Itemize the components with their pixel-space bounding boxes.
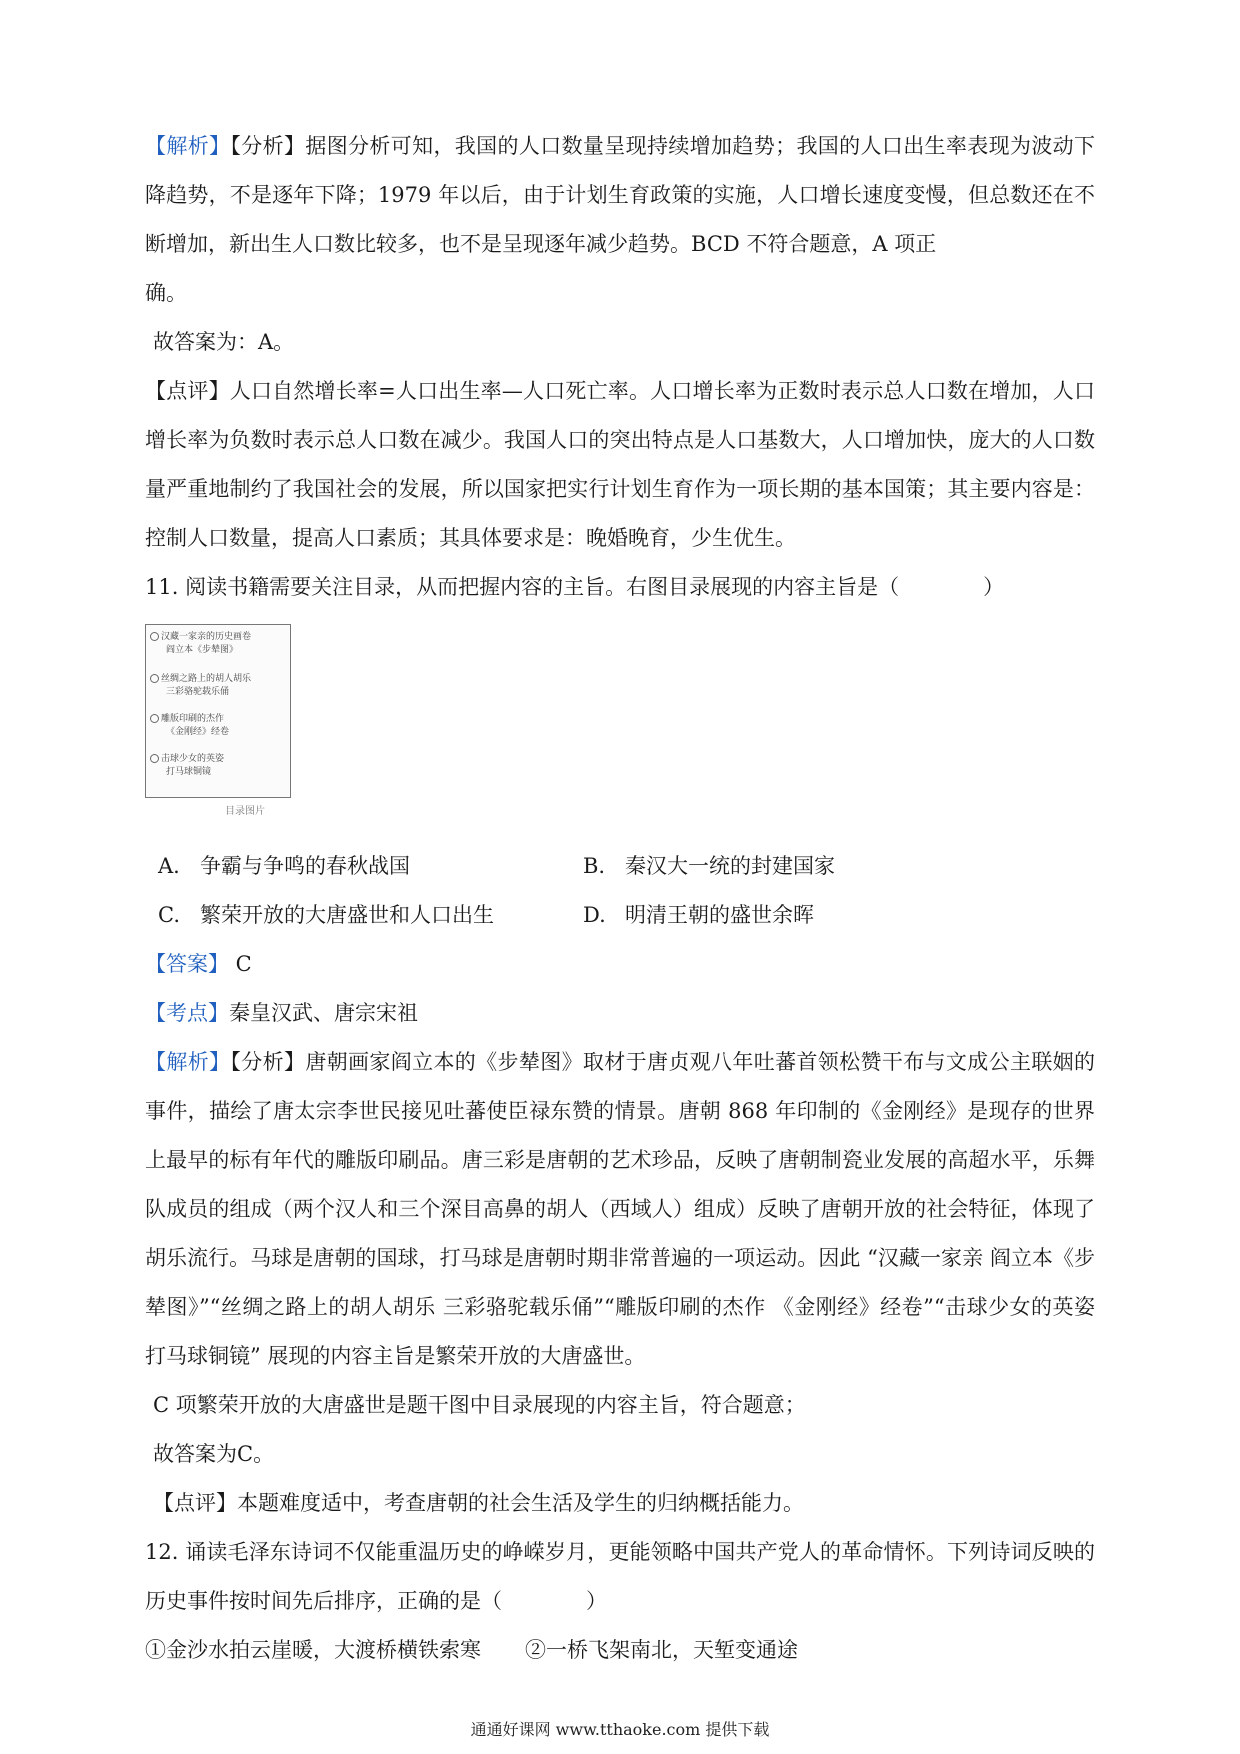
answer-tag: 【答案】 [145,952,229,976]
toc-caption: 目录图片 [225,806,265,817]
comment-text: 本题难度适中，考查唐朝的社会生活及学生的归纳概括能力。 [237,1491,804,1515]
toc-subline: 《金刚经》经卷 [166,727,230,737]
q12-item-1: ①金沙水拍云崖暖，大渡桥横铁索寒 [145,1638,481,1662]
point-text: 秦皇汉武、唐宗宋祖 [229,1001,418,1025]
bullet-icon [150,754,159,763]
analysis-tag: 【解析】 [145,1050,231,1074]
analysis-paragraph [145,122,1095,269]
q12-items [145,1626,1095,1675]
answer-line [145,940,1095,989]
toc-subline: 打马球铜镜 [166,767,212,777]
page-footer: 通通好课网 www.tthaoke.com 提供下载 [470,1720,770,1739]
c-note: C 项繁荣开放的大唐盛世是题干图中目录展现的内容主旨，符合题意； [153,1393,806,1417]
option-letter: B. [583,854,606,878]
toc-subline: 三彩骆驼载乐俑 [166,687,230,697]
option-letter: D. [583,903,606,927]
options-row [145,891,1095,940]
options-list [145,842,1095,940]
options-row [145,842,1095,891]
comment-text: 人口自然增长率=人口出生率—人口死亡率。人口增长率为正数时表示总人口数在增加，人口增长率为负数时表示总人口数在减少。我国人口的突出特点是人口基数大，人口增加快，庞大的人口数量严重地制约了我国社会的发展，所以国家把实行计划生育作为一项长期的基本国策；其主要内容是：控制人口数量，提高人口素质；其具体要求是：晚婚晚育，少生优生。 [145,379,1095,550]
toc-line: 击球少女的英姿 [161,754,225,764]
toc-line: 丝绸之路上的胡人胡乐 [161,674,252,684]
option-d[interactable] [570,891,995,940]
comment-paragraph [145,367,1095,563]
option-text: 繁荣开放的大唐盛世和人口出生 [200,903,494,927]
document-body [145,122,1095,1675]
analysis-subtag: 【分析】 [230,1050,306,1074]
toc-line: 汉藏一家亲的历史画卷 [161,632,252,642]
bullet-icon [150,632,159,641]
answer-note: 故答案为：A。 [153,330,295,354]
bullet-icon [150,714,159,723]
comment-tag: 【点评】 [153,1491,237,1515]
option-letter: C. [158,903,180,927]
analysis-text: 唐朝画家阎立本的《步辇图》取材于唐贞观八年吐蕃首领松赞干布与文成公主联姻的事件，描绘了唐太宗李世民接见吐蕃使臣禄东赞的情景。唐朝 868 年印制的《金刚经》是现存的世界上最早的标有年代的雕版印刷品。唐三彩是唐朝的艺术珍品，反映了唐朝制瓷业发展的高超水平，乐舞队成员的组成（两个汉人和三个深目高鼻的胡人（西域人）组成）反映了唐朝开放的社会特征，体现了胡乐流行。马球是唐朝的国球，打马球是唐朝时期非常普遍的一项运动。因此 “汉藏一家亲 阎立本《步辇图》”“丝绸之路上的胡人胡乐 三彩骆驼载乐俑”“雕版印刷的杰作 《金刚经》经卷”“击球少女的英姿 打马球铜镜” 展现的内容主旨是繁荣开放的大唐盛世。 [145,1050,1096,1368]
toc-item [150,673,251,699]
analysis-text: 据图分析可知，我国的人口数量呈现持续增加趋势；我国的人口出生率表现为波动下降趋势，不是逐年下降；1979 年以后，由于计划生育政策的实施，人口增长速度变慢，但总数还在不断增加，新出生人口数比较多，也不是呈现逐年减少趋势。BCD 不符合题意，A 项正 [145,134,1096,256]
toc-subline: 阎立本《步辇图》 [166,645,239,655]
analysis-paragraph-11 [145,1038,1095,1381]
q12-item-2: ②一桥飞架南北，天堑变通途 [525,1638,798,1662]
point-line [145,989,1095,1038]
option-letter: A. [158,854,180,878]
answer-note-11: 故答案为C。 [153,1442,275,1466]
option-text: 争霸与争鸣的春秋战国 [200,854,410,878]
toc-figure [145,624,293,822]
question-11-stem: 11. 阅读书籍需要关注目录，从而把握内容的主旨。右图目录展现的内容主旨是（ ） [145,575,1005,599]
analysis-tag: 【解析】 [145,134,231,158]
comment-tag: 【点评】 [145,379,230,403]
option-b[interactable] [570,842,995,891]
comment-paragraph-11 [145,1479,1095,1528]
analysis-subtag: 【分析】 [230,134,306,158]
toc-box [145,624,291,798]
answer-value: C [229,952,252,976]
bullet-icon [150,674,159,683]
point-tag: 【考点】 [145,1001,229,1025]
option-a[interactable] [145,842,570,891]
toc-item [150,713,229,739]
option-text: 秦汉大一统的封建国家 [625,854,835,878]
toc-line: 雕版印刷的杰作 [161,714,225,724]
toc-item [150,753,224,779]
option-text: 明清王朝的盛世余晖 [625,903,814,927]
toc-item [150,631,251,657]
analysis-tail: 确。 [145,281,187,305]
option-c[interactable] [145,891,570,940]
question-12-stem: 12. 诵读毛泽东诗词不仅能重温历史的峥嵘岁月，更能领略中国共产党人的革命情怀。下列诗词反映的历史事件按时间先后排序，正确的是（ ） [145,1540,1095,1613]
